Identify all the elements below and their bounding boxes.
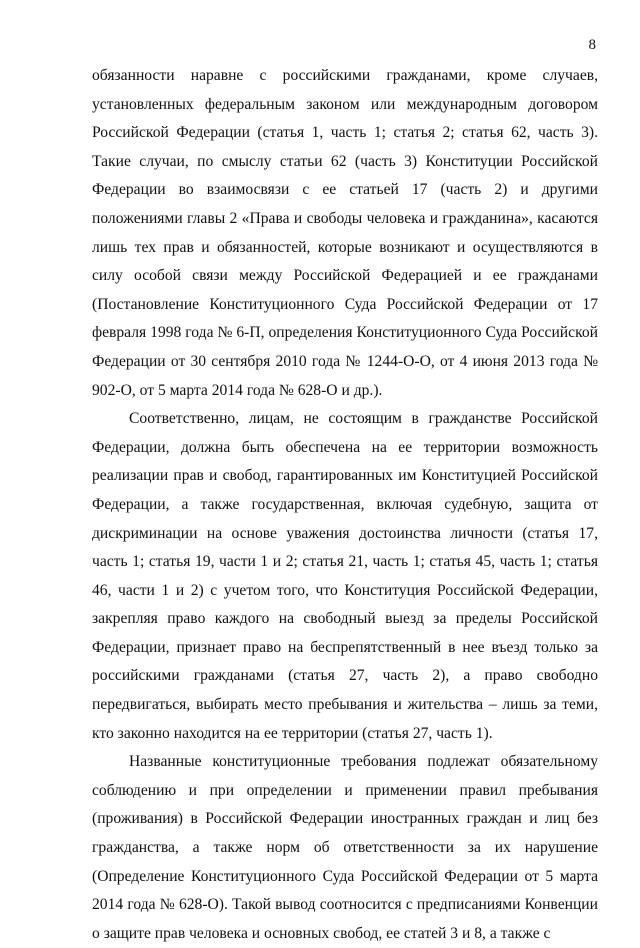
paragraph: Названные конституционные требования подлежат обязательному соблюдению и при определении и применении правил пребывания (проживания) в Российской Федерации иностранных граждан и лиц без гражданства, а также норм об ответственности за их нарушение (Определение Конституционного Суда Российской Федерации от 5 марта 2014 года № 628-О). Такой вывод соотносится с предписаниями Конвенции о защите прав человека и основных свобод, ее статей 3 и 8, а также с bbox=[92, 753, 598, 942]
document-body bbox=[92, 62, 598, 948]
page-number: 8 bbox=[588, 37, 596, 53]
paragraph: Соответственно, лицам, не состоящим в гражданстве Российской Федерации, должна быть обеспечена на ее территории возможность реализации прав и свобод, гарантированных им Конституцией Российской Федерации, а также государственная, включая судебную, защита от дискриминации на основе уважения достоинства личности (статья 17, часть 1; статья 19, части 1 и 2; статья 21, часть 1; статья 45, часть 1; статья 46, части 1 и 2) с учетом того, что Конституция Российской Федерации, закрепляя право каждого на свободный выезд за пределы Российской Федерации, признает право на беспрепятственный в нее въезд только за российскими гражданами (статья 27, часть 2), а право свободно передвигаться, выбирать место пребывания и жительства – лишь за теми, кто законно находится на ее территории (статья 27, часть 1). bbox=[92, 410, 598, 742]
paragraph-continuation: обязанности наравне с российскими гражданами, кроме случаев, установленных федеральным законом или международным договором Российской Федерации (статья 1, часть 1; статья 2; статья 62, часть 3). Такие случаи, по смыслу статьи 62 (часть 3) Конституции Российской Федерации во взаимосвязи с ее статьей 17 (часть 2) и другими положениями главы 2 «Права и свободы человека и гражданина», касаются лишь тех прав и обязанностей, которые возникают и осуществляются в силу особой связи между Российской Федерацией и ее гражданами (Постановление Конституционного Суда Российской Федерации от 17 февраля 1998 года № 6-П, определения Конституционного Суда Российской Федерации от 30 сентября 2010 года № 1244-О-О, от 4 июня 2013 года № 902-О, от 5 марта 2014 года № 628-О и др.). bbox=[92, 67, 598, 399]
